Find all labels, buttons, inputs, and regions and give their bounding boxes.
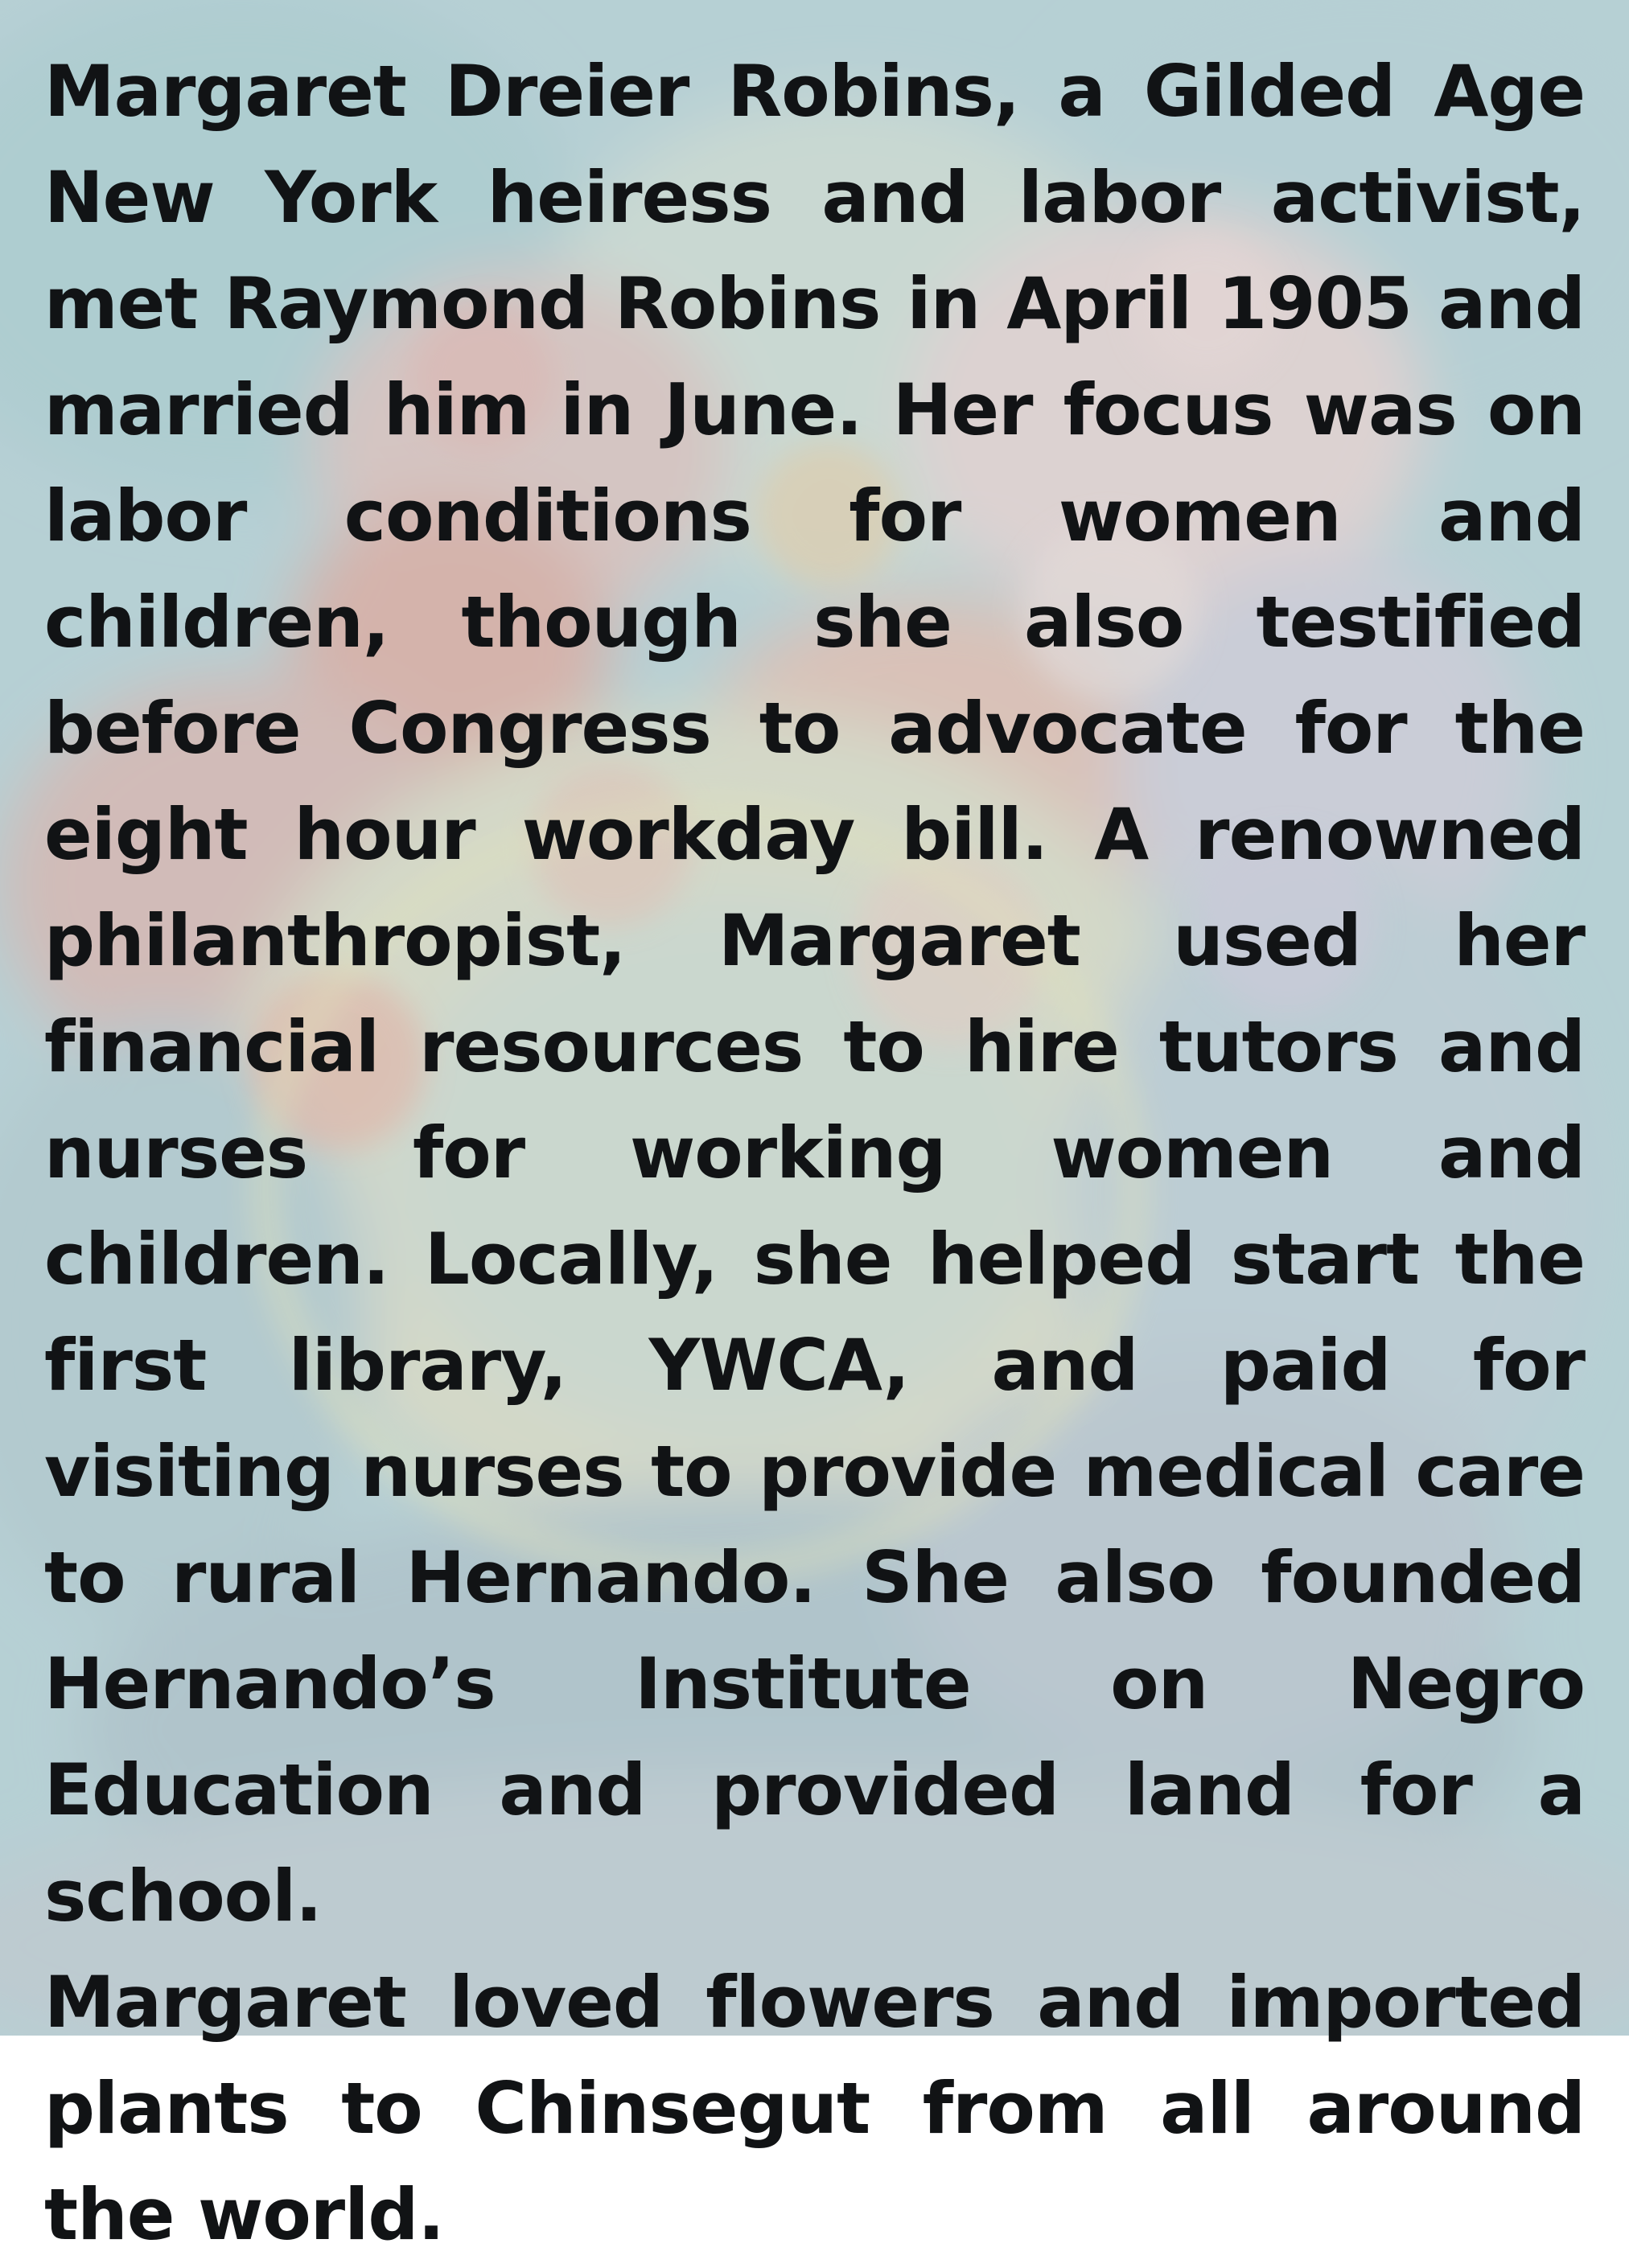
paragraph-biography: Margaret Dreier Robins, a Gilded Age New York heiress and labor activist, met Raymond Robins in April 1905 and married him in June. Her focus was on labor conditions for women and children, though she also testified before Congress to advocate for the eight hour workday bill. A renowned philanthropist, Margaret used her financial resources to hire tutors and nurses for working women and children. Locally, she helped start the first library, YWCA, and paid for visiting nurses to provide medical care to rural Hernando. She also founded Hernando’s Institute on Negro Education and provided land for a school. — [44, 50, 1585, 1937]
paragraph-flowers: Margaret loved flowers and imported plants to Chinsegut from all around the world. — [44, 1961, 1585, 2256]
text-block — [44, 39, 1585, 2268]
